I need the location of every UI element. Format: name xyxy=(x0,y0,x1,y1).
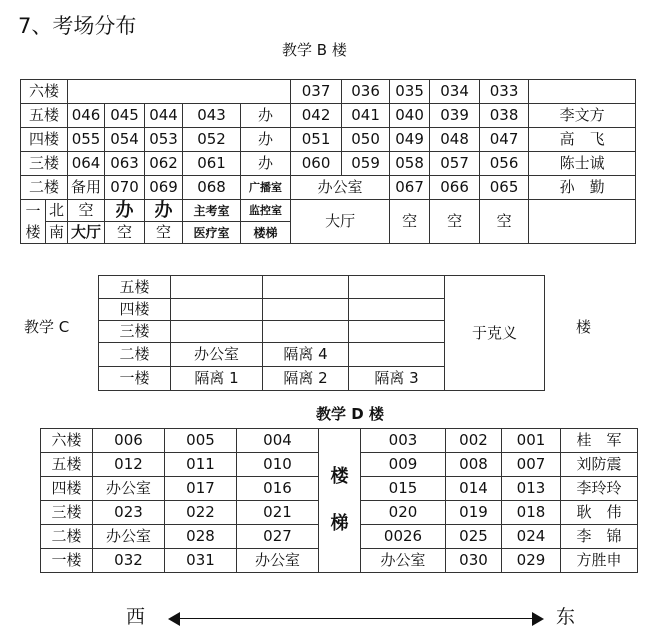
room-cell: 空 xyxy=(105,222,145,244)
room-cell: 038 xyxy=(480,104,529,128)
room-cell: 027 xyxy=(237,525,319,549)
room-cell: 068 xyxy=(183,176,241,200)
room-cell: 048 xyxy=(430,128,480,152)
office-cell: 办 xyxy=(241,152,291,176)
room-cell: 011 xyxy=(165,453,237,477)
medical-room-cell: 医疗室 xyxy=(183,222,241,244)
empty-room-cell: 空 xyxy=(480,200,529,244)
room-cell: 052 xyxy=(183,128,241,152)
room-cell: 020 xyxy=(361,501,446,525)
east-label: 东 xyxy=(556,606,576,628)
hall-cell: 大厅 xyxy=(68,222,105,244)
table-row xyxy=(21,80,636,104)
floor-label: 三楼 xyxy=(99,321,171,343)
room-cell: 058 xyxy=(390,152,430,176)
room-cell: 063 xyxy=(105,152,145,176)
room-cell: 备用 xyxy=(68,176,105,200)
room-cell: 004 xyxy=(237,429,319,453)
room-cell: 012 xyxy=(93,453,165,477)
room-cell: 023 xyxy=(93,501,165,525)
office-cell: 办公室 xyxy=(237,549,319,573)
floor-label-first xyxy=(21,200,46,244)
table-row xyxy=(21,176,636,200)
room-cell: 054 xyxy=(105,128,145,152)
building-d-table xyxy=(40,428,638,573)
building-c-table xyxy=(98,275,545,391)
room-cell: 047 xyxy=(480,128,529,152)
room-cell: 003 xyxy=(361,429,446,453)
room-cell: 045 xyxy=(105,104,145,128)
floor-label: 五楼 xyxy=(41,453,93,477)
room-cell: 041 xyxy=(342,104,390,128)
empty-cell xyxy=(349,321,445,343)
hall-cell: 大厅 xyxy=(291,200,390,244)
room-cell: 061 xyxy=(183,152,241,176)
floor-label: 五楼 xyxy=(99,276,171,299)
isolation-cell: 隔离 2 xyxy=(263,367,349,391)
building-c-suffix: 楼 xyxy=(576,318,592,336)
isolation-cell: 隔离 3 xyxy=(349,367,445,391)
proctor-cell: 李文方 xyxy=(529,104,636,128)
room-cell: 028 xyxy=(165,525,237,549)
room-cell: 049 xyxy=(390,128,430,152)
stairs-cell: 楼梯 xyxy=(241,222,291,244)
room-cell: 017 xyxy=(165,477,237,501)
room-cell: 001 xyxy=(502,429,561,453)
empty-cell xyxy=(349,276,445,299)
floor-label: 二楼 xyxy=(41,525,93,549)
room-cell: 057 xyxy=(430,152,480,176)
floor-label: 五楼 xyxy=(21,104,68,128)
floor-label: 一楼 xyxy=(41,549,93,573)
table-row xyxy=(41,429,638,453)
empty-cell xyxy=(263,321,349,343)
room-cell: 空 xyxy=(145,222,183,244)
empty-cell xyxy=(68,80,291,104)
proctor-cell: 于克义 xyxy=(445,276,545,391)
office-cell: 办 xyxy=(145,200,183,222)
room-cell: 029 xyxy=(502,549,561,573)
room-cell: 053 xyxy=(145,128,183,152)
room-cell: 035 xyxy=(390,80,430,104)
empty-room-cell: 空 xyxy=(390,200,430,244)
table-row xyxy=(21,152,636,176)
room-cell: 069 xyxy=(145,176,183,200)
stairs-label-bottom: 梯 xyxy=(330,512,349,534)
isolation-cell: 隔离 1 xyxy=(171,367,263,391)
floor-label: 三楼 xyxy=(21,152,68,176)
section-title: 7、考场分布 xyxy=(18,14,137,38)
proctor-cell: 耿 伟 xyxy=(561,501,638,525)
room-cell: 040 xyxy=(390,104,430,128)
proctor-cell xyxy=(529,80,636,104)
building-b-table xyxy=(20,79,636,244)
room-cell: 055 xyxy=(68,128,105,152)
floor-label: 二楼 xyxy=(99,343,171,367)
room-cell: 008 xyxy=(446,453,502,477)
empty-cell xyxy=(349,343,445,367)
empty-cell xyxy=(529,200,636,244)
proctor-cell: 李 锦 xyxy=(561,525,638,549)
room-cell: 016 xyxy=(237,477,319,501)
room-cell: 025 xyxy=(446,525,502,549)
chief-exam-room-cell: 主考室 xyxy=(183,200,241,222)
north-label: 北 xyxy=(46,200,68,222)
office-cell: 办 xyxy=(241,104,291,128)
proctor-cell: 陈士诚 xyxy=(529,152,636,176)
room-cell: 070 xyxy=(105,176,145,200)
empty-cell xyxy=(171,299,263,321)
room-cell: 039 xyxy=(430,104,480,128)
arrow-left-icon xyxy=(168,612,180,626)
stairs-label-top: 楼 xyxy=(330,465,349,487)
office-cell: 办公室 xyxy=(291,176,390,200)
room-cell: 018 xyxy=(502,501,561,525)
room-cell: 010 xyxy=(237,453,319,477)
room-cell: 015 xyxy=(361,477,446,501)
office-cell: 办公室 xyxy=(93,525,165,549)
room-cell: 007 xyxy=(502,453,561,477)
south-label: 南 xyxy=(46,222,68,244)
empty-cell xyxy=(349,299,445,321)
room-cell: 034 xyxy=(430,80,480,104)
proctor-cell: 李玲玲 xyxy=(561,477,638,501)
monitor-room-cell: 监控室 xyxy=(241,200,291,222)
building-b-title: 教学 B 楼 xyxy=(282,41,347,59)
room-cell: 019 xyxy=(446,501,502,525)
room-cell: 014 xyxy=(446,477,502,501)
building-d-title: 教学 D 楼 xyxy=(316,405,384,423)
table-row xyxy=(21,128,636,152)
room-cell: 051 xyxy=(291,128,342,152)
room-cell: 044 xyxy=(145,104,183,128)
proctor-cell: 孙 勤 xyxy=(529,176,636,200)
office-cell: 办公室 xyxy=(171,343,263,367)
floor-label: 一楼 xyxy=(99,367,171,391)
room-cell: 002 xyxy=(446,429,502,453)
office-cell: 办公室 xyxy=(93,477,165,501)
room-cell: 空 xyxy=(68,200,105,222)
isolation-cell: 隔离 4 xyxy=(263,343,349,367)
room-cell: 062 xyxy=(145,152,183,176)
arrow-right-icon xyxy=(532,612,544,626)
direction-line xyxy=(176,618,534,619)
floor-label: 四楼 xyxy=(21,128,68,152)
floor-label: 二楼 xyxy=(21,176,68,200)
room-cell: 046 xyxy=(68,104,105,128)
room-cell: 006 xyxy=(93,429,165,453)
floor-label: 三楼 xyxy=(41,501,93,525)
floor-label-bottom: 楼 xyxy=(25,222,41,241)
broadcast-room-cell: 广播室 xyxy=(241,176,291,200)
building-c-label: 教学 C xyxy=(24,318,70,336)
room-cell: 036 xyxy=(342,80,390,104)
office-cell: 办公室 xyxy=(361,549,446,573)
empty-cell xyxy=(263,276,349,299)
room-cell: 021 xyxy=(237,501,319,525)
room-cell: 066 xyxy=(430,176,480,200)
room-cell: 056 xyxy=(480,152,529,176)
table-row xyxy=(21,200,636,222)
floor-label-top: 一 xyxy=(25,202,41,221)
room-cell: 042 xyxy=(291,104,342,128)
office-cell: 办 xyxy=(241,128,291,152)
proctor-cell: 桂 军 xyxy=(561,429,638,453)
empty-cell xyxy=(263,299,349,321)
floor-label: 四楼 xyxy=(99,299,171,321)
room-cell: 009 xyxy=(361,453,446,477)
room-cell: 065 xyxy=(480,176,529,200)
room-cell: 067 xyxy=(390,176,430,200)
empty-cell xyxy=(171,276,263,299)
table-row xyxy=(21,104,636,128)
west-label: 西 xyxy=(126,606,146,628)
room-cell: 043 xyxy=(183,104,241,128)
floor-label: 四楼 xyxy=(41,477,93,501)
room-cell: 024 xyxy=(502,525,561,549)
office-cell: 办 xyxy=(105,200,145,222)
floor-label: 六楼 xyxy=(41,429,93,453)
room-cell: 050 xyxy=(342,128,390,152)
room-cell: 033 xyxy=(480,80,529,104)
room-cell: 005 xyxy=(165,429,237,453)
room-cell: 059 xyxy=(342,152,390,176)
empty-room-cell: 空 xyxy=(430,200,480,244)
room-cell: 030 xyxy=(446,549,502,573)
room-cell: 031 xyxy=(165,549,237,573)
room-cell: 060 xyxy=(291,152,342,176)
proctor-cell: 刘防震 xyxy=(561,453,638,477)
proctor-cell: 方胜申 xyxy=(561,549,638,573)
room-cell: 0026 xyxy=(361,525,446,549)
empty-cell xyxy=(171,321,263,343)
proctor-cell: 高 飞 xyxy=(529,128,636,152)
table-row xyxy=(99,276,545,299)
room-cell: 037 xyxy=(291,80,342,104)
room-cell: 013 xyxy=(502,477,561,501)
room-cell: 032 xyxy=(93,549,165,573)
stairs-cell xyxy=(319,429,361,573)
floor-label: 六楼 xyxy=(21,80,68,104)
room-cell: 064 xyxy=(68,152,105,176)
room-cell: 022 xyxy=(165,501,237,525)
